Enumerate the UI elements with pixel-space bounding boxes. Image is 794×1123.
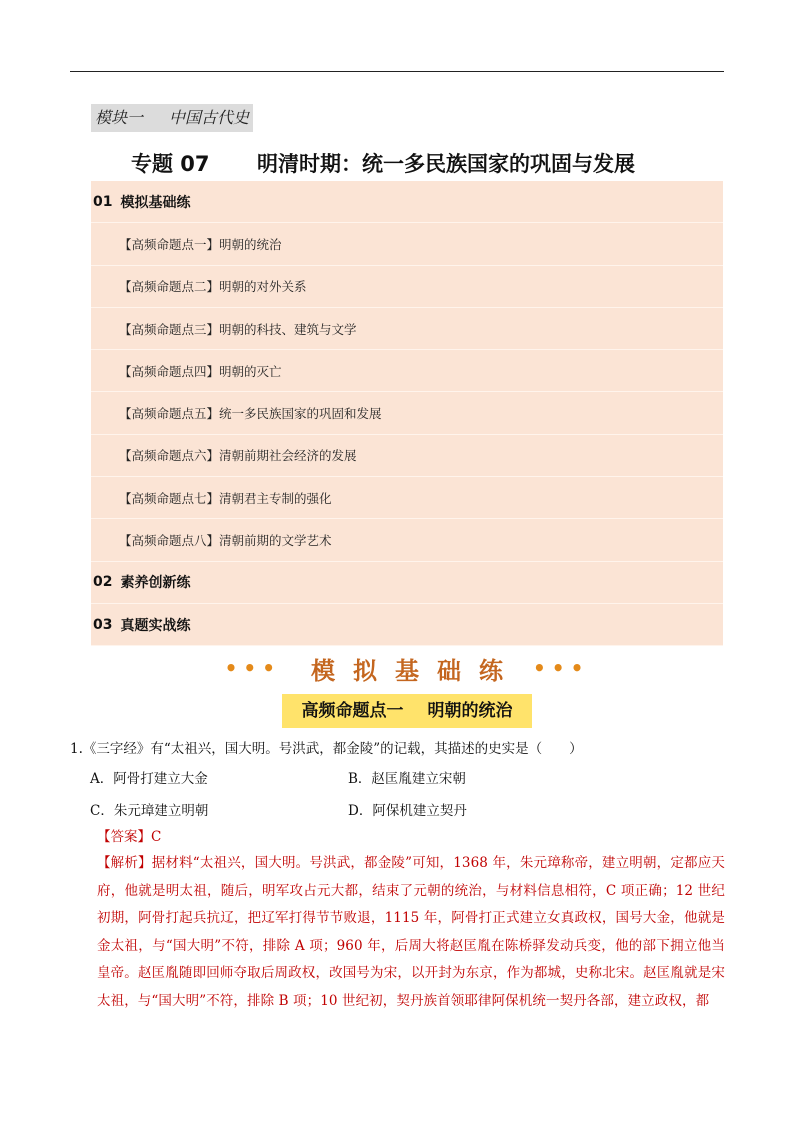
module-part1: 模块一 — [95, 108, 144, 127]
toc-section-title: 素养创新练 — [120, 575, 191, 592]
answer-label: 【答案】 — [97, 829, 151, 845]
banner-text: 模拟基础练 — [311, 656, 521, 685]
section-banner — [91, 648, 723, 688]
question-stem: 1.《三字经》有“太祖兴，国大明。号洪武，都金陵”的记载，其描述的史实是（ ） — [70, 741, 583, 757]
toc-section[interactable] — [91, 562, 723, 604]
analysis-paragraph — [97, 850, 725, 1016]
option-a: A．阿骨打建立大金 — [90, 771, 208, 787]
toc-item-text: 【高频命题点一】明朝的统治 — [119, 236, 282, 252]
page-title — [91, 146, 723, 180]
title-number: 专题 07 — [131, 152, 210, 176]
toc-item[interactable] — [91, 519, 723, 561]
topic-heading-part2: 明朝的统治 — [427, 701, 513, 721]
toc-item-text: 【高频命题点五】统一多民族国家的巩固和发展 — [119, 406, 382, 422]
toc-item[interactable] — [91, 308, 723, 350]
answer-line — [97, 826, 161, 848]
toc-item-text: 【高频命题点四】明朝的灭亡 — [119, 363, 282, 379]
toc-item-text: 【高频命题点二】明朝的对外关系 — [119, 279, 307, 295]
toc-item[interactable] — [91, 266, 723, 308]
banner-dots-right: ••• — [533, 656, 590, 680]
header-rule — [70, 71, 724, 72]
toc-section[interactable] — [91, 604, 723, 646]
title-text: 明清时期：统一多民族国家的巩固与发展 — [257, 152, 635, 176]
option-c: C．朱元璋建立明朝 — [90, 803, 209, 819]
answer-value: C — [151, 829, 162, 845]
toc-item[interactable] — [91, 223, 723, 265]
toc-item[interactable] — [91, 477, 723, 519]
module-label — [91, 104, 253, 132]
toc-item[interactable] — [91, 435, 723, 477]
toc-item-text: 【高频命题点八】清朝前期的文学艺术 — [119, 533, 332, 549]
toc-section-title: 真题实战练 — [120, 617, 191, 634]
toc-section-number: 02 — [93, 574, 113, 591]
toc-item-text: 【高频命题点三】明朝的科技、建筑与文学 — [119, 321, 357, 337]
toc-section-number: 01 — [93, 193, 113, 210]
option-b: B．赵匡胤建立宋朝 — [348, 771, 466, 787]
toc-section-number: 03 — [93, 616, 113, 633]
table-of-contents — [91, 181, 723, 646]
banner-dots-left: ••• — [224, 656, 281, 680]
toc-item[interactable] — [91, 392, 723, 434]
analysis-text: 据材料“太祖兴，国大明。号洪武，都金陵”可知，1368 年，朱元璋称帝，建立明朝，定都应天府，他就是明太祖，随后，明军攻占元大都，结束了元朝的统治，与材料信息相符，C 项正确；12 世纪初期，阿骨打起兵抗辽，把辽军打得节节败退，1115 年，阿骨打正式建立女真政权，国号大金，他就是金太祖，与“国大明”不符，排除 A 项；960 年，后周大将赵匡胤在陈桥驿发动兵变，他的部下拥立他当皇帝。赵匡胤随即回师夺取后周政权，改国号为宋，以开封为东京，作为都城，史称北宋。赵匡胤就是宋太祖，与“国大明”不符，排除 B 项；10 世纪初，契丹族首领耶律阿保机统一契丹各部，建立政权，都 — [97, 855, 725, 1009]
option-d: D．阿保机建立契丹 — [348, 803, 467, 819]
toc-section-title: 模拟基础练 — [120, 194, 191, 211]
toc-item[interactable] — [91, 350, 723, 392]
toc-section[interactable] — [91, 181, 723, 223]
toc-item-text: 【高频命题点七】清朝君主专制的强化 — [119, 490, 332, 506]
topic-heading — [282, 694, 532, 728]
toc-item-text: 【高频命题点六】清朝前期社会经济的发展 — [119, 448, 357, 464]
module-part2: 中国古代史 — [169, 108, 250, 127]
analysis-label: 【解析】 — [97, 855, 152, 871]
topic-heading-part1: 高频命题点一 — [301, 701, 404, 721]
